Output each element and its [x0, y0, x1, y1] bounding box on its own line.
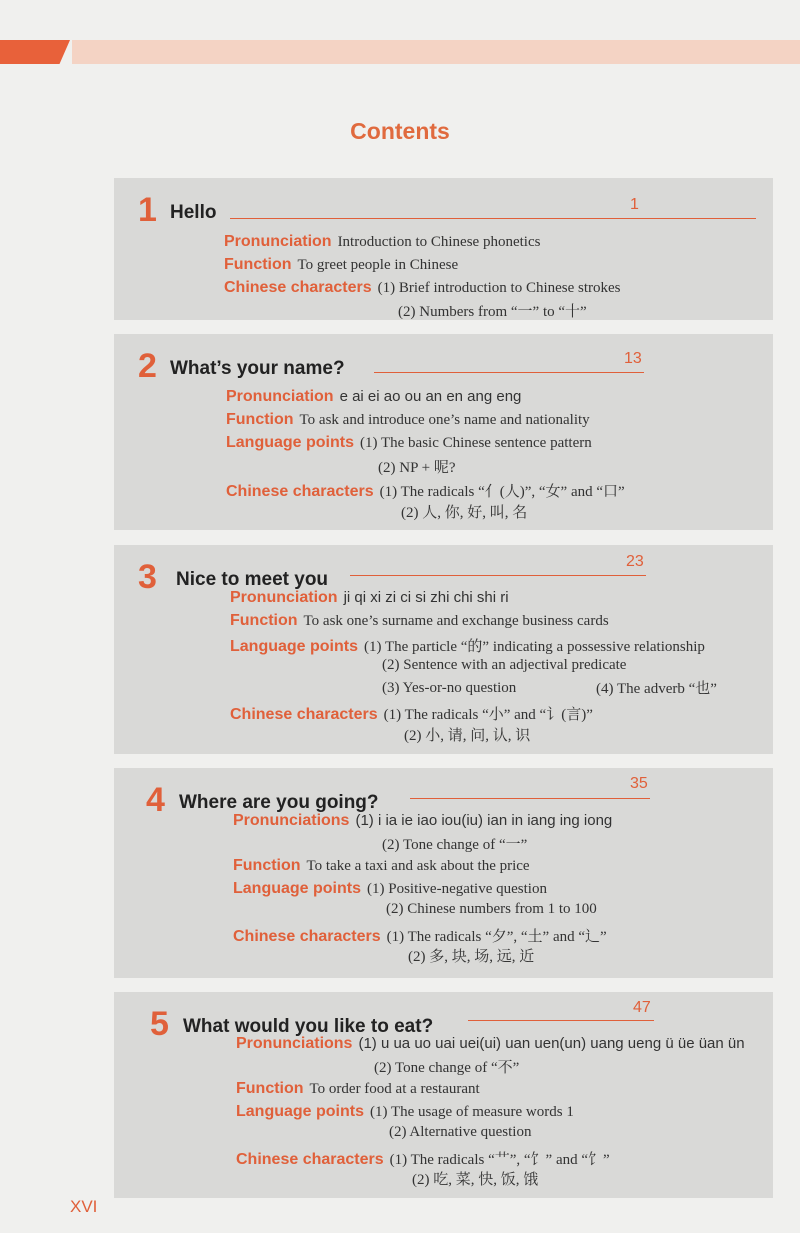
function-text: To greet people in Chinese: [297, 257, 459, 273]
language-text-2: (2) NP + 呢?: [378, 460, 456, 476]
pronunciation-text: Introduction to Chinese phonetics: [337, 234, 541, 250]
language-label: Language points: [236, 1103, 364, 1120]
characters-label: Chinese characters: [230, 706, 378, 723]
language-row: [226, 434, 592, 452]
pronunciation-text: e ai ei ao ou an en ang eng: [339, 388, 522, 405]
lesson-title: What would you like to eat?: [183, 1016, 434, 1037]
characters-label: Chinese characters: [224, 279, 372, 296]
lesson-number: 1: [138, 191, 157, 229]
leader-line: [410, 798, 650, 799]
pronunciation-row: [224, 233, 540, 251]
language-text-2: (2) Chinese numbers from 1 to 100: [386, 901, 597, 917]
leader-line: [350, 575, 646, 576]
lesson-1: [114, 178, 773, 320]
lesson-4: [114, 768, 773, 978]
function-row: [224, 256, 458, 274]
pronunciation-text: (1) u ua uo uai uei(ui) uan uen(un) uang ueng ü üe üan ün: [358, 1035, 745, 1052]
characters-text-1: (1) The radicals “艹”, “饣” and “饣”: [389, 1152, 610, 1168]
leader-line: [468, 1020, 654, 1021]
lesson-title: Where are you going?: [179, 792, 379, 813]
characters-text-1: (1) Brief introduction to Chinese strokes: [377, 280, 621, 296]
characters-text-2: (2) 多, 块, 场, 远, 近: [408, 949, 535, 965]
function-text: To take a taxi and ask about the price: [306, 858, 530, 874]
language-text-1: (1) Positive-negative question: [367, 881, 547, 897]
pronunciation-row: [233, 812, 612, 830]
characters-label: Chinese characters: [236, 1151, 384, 1168]
function-row: [226, 411, 590, 429]
language-row: [233, 880, 547, 898]
lesson-page: 1: [630, 196, 639, 213]
lesson-number: 4: [146, 781, 165, 819]
function-row: [230, 612, 609, 630]
characters-label: Chinese characters: [233, 928, 381, 945]
lesson-page: 47: [633, 999, 651, 1016]
function-row: [233, 857, 530, 875]
lesson-number: 3: [138, 558, 157, 596]
characters-row: [230, 703, 593, 724]
language-text-3: (3) Yes-or-no question: [382, 680, 517, 696]
pronunciation-label: Pronunciations: [233, 812, 350, 829]
lesson-2: [114, 334, 773, 530]
pronunciation-text-2: (2) Tone change of “不”: [374, 1060, 520, 1076]
characters-text-2: (2) 小, 请, 问, 认, 识: [404, 728, 531, 744]
leader-line: [374, 372, 644, 373]
language-text-1: (1) The usage of measure words 1: [370, 1104, 574, 1120]
characters-row: [233, 925, 607, 946]
page-title: Contents: [350, 118, 450, 144]
function-text: To ask and introduce one’s name and nationality: [299, 412, 590, 428]
language-label: Language points: [230, 638, 358, 655]
language-text-1: (1) The particle “的” indicating a possessive relationship: [364, 639, 705, 655]
characters-text-2: (2) 吃, 菜, 快, 饭, 饿: [412, 1172, 539, 1188]
header-bar: [0, 40, 800, 64]
leader-line: [230, 218, 756, 219]
lesson-page: 23: [626, 553, 644, 570]
lesson-page: 13: [624, 350, 642, 367]
characters-text-1: (1) The radicals “小” and “讠(言)”: [383, 707, 593, 723]
function-label: Function: [233, 857, 301, 874]
pronunciation-row: [236, 1035, 745, 1053]
pronunciation-label: Pronunciations: [236, 1035, 353, 1052]
language-text-1: (1) The basic Chinese sentence pattern: [360, 435, 592, 451]
language-text-4: (4) The adverb “也”: [596, 681, 717, 697]
page-number: XVI: [70, 1197, 98, 1216]
language-label: Language points: [233, 880, 361, 897]
language-row: [230, 635, 705, 656]
lesson-title: What’s your name?: [170, 358, 345, 379]
pronunciation-label: Pronunciation: [224, 233, 332, 250]
characters-text-1: (1) The radicals “亻(人)”, “女” and “口”: [379, 484, 625, 500]
characters-row: [236, 1148, 610, 1169]
function-text: To order food at a restaurant: [309, 1081, 480, 1097]
language-label: Language points: [226, 434, 354, 451]
function-label: Function: [226, 411, 294, 428]
pronunciation-text: (1) i ia ie iao iou(iu) ian in iang ing iong: [355, 812, 613, 829]
pronunciation-label: Pronunciation: [226, 388, 334, 405]
lesson-page: 35: [630, 775, 648, 792]
language-row: [236, 1103, 574, 1121]
function-text: To ask one’s surname and exchange business cards: [303, 613, 609, 629]
characters-text-1: (1) The radicals “夕”, “土” and “辶”: [386, 929, 607, 945]
function-label: Function: [236, 1080, 304, 1097]
pronunciation-label: Pronunciation: [230, 589, 338, 606]
lesson-number: 2: [138, 347, 157, 385]
function-label: Function: [230, 612, 298, 629]
characters-row: [224, 279, 621, 297]
lesson-title: Nice to meet you: [176, 569, 329, 590]
pronunciation-row: [226, 388, 521, 406]
lesson-number: 5: [150, 1005, 169, 1043]
language-text-2: (2) Sentence with an adjectival predicate: [382, 657, 627, 673]
characters-text-2: (2) Numbers from “一” to “十”: [398, 304, 587, 320]
lesson-5: [114, 992, 773, 1198]
characters-label: Chinese characters: [226, 483, 374, 500]
language-text-2: (2) Alternative question: [389, 1124, 532, 1140]
pronunciation-row: [230, 589, 509, 607]
lesson-title: Hello: [170, 202, 217, 223]
characters-row: [226, 480, 625, 501]
header-accent: [0, 40, 70, 64]
function-row: [236, 1080, 480, 1098]
pronunciation-text: ji qi xi zi ci si zhi chi shi ri: [343, 589, 509, 606]
function-label: Function: [224, 256, 292, 273]
lesson-3: [114, 545, 773, 754]
header-stripe: [72, 40, 800, 64]
characters-text-2: (2) 人, 你, 好, 叫, 名: [401, 505, 528, 521]
pronunciation-text-2: (2) Tone change of “一”: [382, 837, 528, 853]
